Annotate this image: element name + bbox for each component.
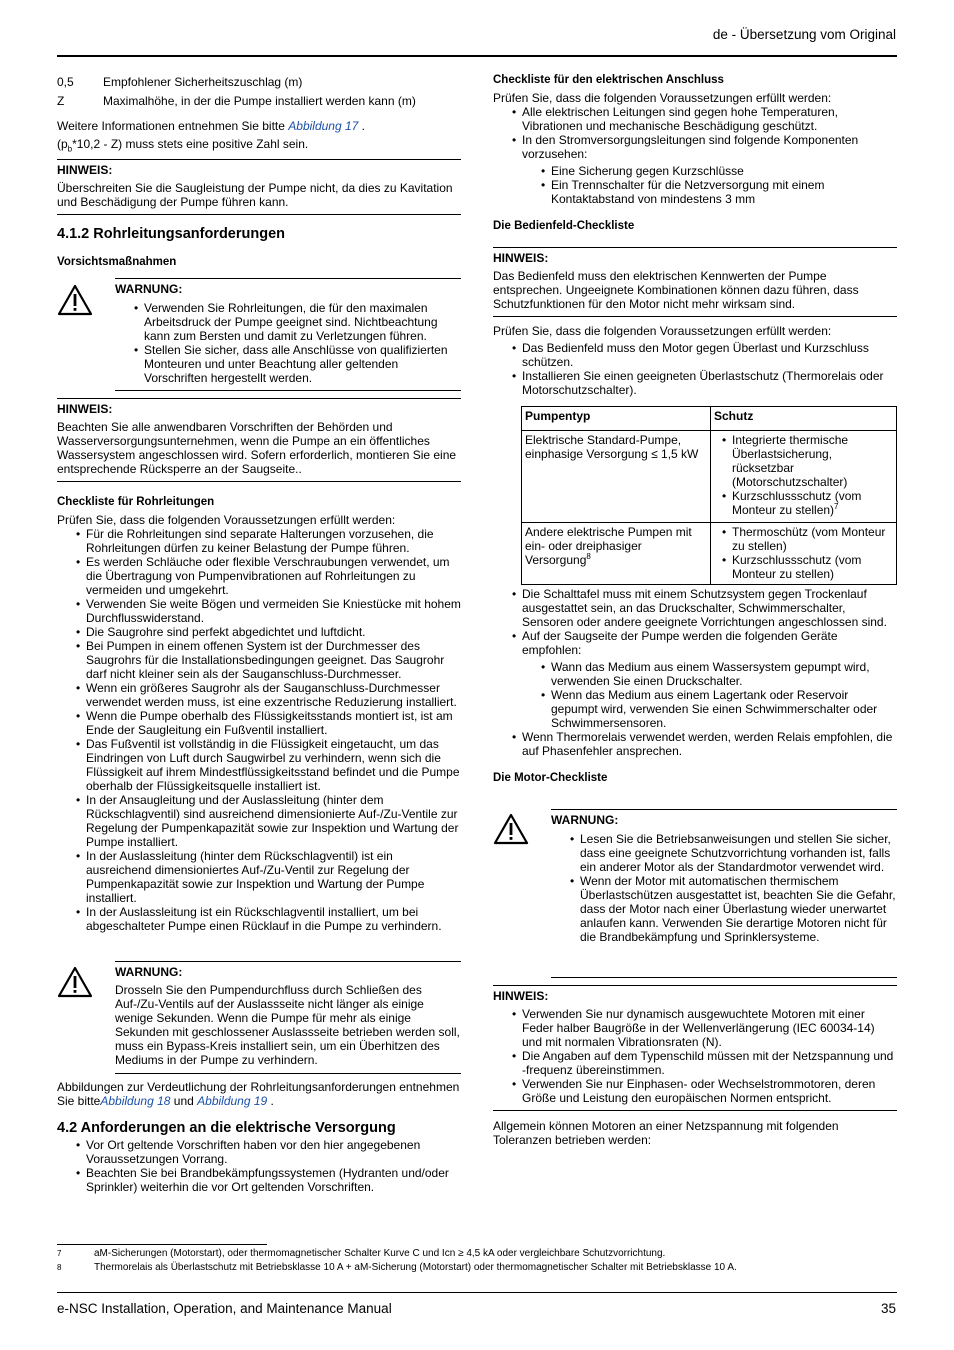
note-box-3	[493, 251, 897, 311]
definition-text: Maximalhöhe, in der die Pumpe installiert werden kann (m)	[103, 94, 416, 108]
precautions-heading: Vorsichtsmaßnahmen	[57, 256, 177, 268]
list-item: • Lesen Sie die Betriebsanweisungen und stellen Sie sicher, dass eine geeignete Schutzvorrichtung vorhanden ist, falls ein anderer Motor als der Standardmotor verwendet wird.	[551, 832, 897, 874]
footnote-text: Thermorelais als Überlastschutz mit Betriebsklasse 10 A + aM-Sicherung (Motorstart) oder thermomagnetischer Schalter mit Betriebsklasse 10 A.	[94, 1262, 737, 1273]
warning-triangle-icon	[57, 966, 93, 998]
warning-triangle-icon	[57, 284, 93, 316]
list-item: • In den Stromversorgungsleitungen sind folgende Komponenten vorzusehen:	[493, 133, 897, 161]
note-text: Das Bedienfeld muss den elektrischen Kennwerten der Pumpe entsprechen. Ungeeignete Kombinationen können dazu führen, dass Schutzfunktionen für den Motor nicht mehr wirksam sind.	[493, 269, 859, 311]
note-box-2	[57, 402, 461, 476]
warning-list	[115, 301, 461, 385]
left-column	[57, 75, 461, 269]
electrical-checklist	[493, 73, 897, 233]
panel-checklist-heading: Die Bedienfeld-Checkliste	[493, 220, 635, 232]
table-cell: Andere elektrische Pumpen mit ein- oder dreiphasiger Versorgung$^8$	[522, 523, 711, 585]
list-item: • Installieren Sie einen geeigneten Überlastschutz (Thermorelais oder Motorschutzschalter).	[493, 369, 897, 397]
table-header-cell: Pumpentyp	[522, 407, 711, 431]
definition-row	[57, 75, 461, 89]
warning-box-3	[551, 813, 897, 944]
pipe-checklist	[57, 495, 461, 933]
list-item: • Die Saugrohre sind perfekt abgedichtet und luftdicht.	[57, 625, 461, 639]
definition-text: Empfohlener Sicherheitszuschlag (m)	[103, 75, 303, 89]
protection-table	[521, 406, 897, 585]
panel-checklist	[493, 324, 897, 397]
motor-checklist-heading: Die Motor-Checkliste	[493, 772, 608, 784]
note-text: Überschreiten Sie die Saugleistung der Pumpe nicht, da dies zu Kavitation und Beschädigung der Pumpe führen kann.	[57, 181, 453, 209]
footer-manual-title: e-NSC Installation, Operation, and Maintenance Manual	[57, 1301, 392, 1316]
checklist-heading: Checkliste für den elektrischen Anschluss	[493, 74, 724, 86]
list-item: • Thermoschütz (vom Monteur zu stellen)	[714, 525, 893, 553]
list-item: • Integrierte thermische Überlastsicherung, rücksetzbar (Motorschutzschalter)	[714, 433, 893, 489]
table-header-row	[522, 407, 897, 431]
footnote-number: 7	[57, 1249, 62, 1258]
list-item: • Stellen Sie sicher, dass alle Anschlüsse von qualifizierten Monteuren und unter Beachtung aller geltenden Vorschriften hergestellt werden.	[115, 343, 461, 385]
list-item: • Auf der Saugseite der Pumpe werden die folgenden Geräte empfohlen:	[493, 629, 897, 657]
table-cell	[711, 523, 897, 585]
footnote-ref[interactable]: 7	[834, 502, 839, 511]
panel-checklist-continued	[493, 587, 897, 785]
figure-link[interactable]: Abbildung 19	[197, 1094, 268, 1108]
sub-list	[493, 164, 897, 206]
list-item: • Verwenden Sie Rohrleitungen, die für den maximalen Arbeitsdruck der Pumpe geeignet sind. Nichtbeachtung kann zum Bersten und damit zu Verletzungen führen.	[115, 301, 461, 343]
checklist-list	[57, 527, 461, 933]
list-item: • Wenn die Pumpe oberhalb des Flüssigkeitsstands montiert ist, ist am Ende der Saugleitung ein Fußventil installiert.	[57, 709, 461, 737]
list-item: • Eine Sicherung gegen Kurzschlüsse	[493, 164, 897, 178]
warning-title: WARNUNG:	[551, 813, 619, 827]
list-item: • Wenn der Motor mit automatischen thermischem Überlastschützen ausgestattet ist, beachten Sie die Gefahr, dass der Motor nach einer Überlastung wieder unerwartet anlaufen kann. Verwenden Sie derartige Motoren nicht für die Brandbekämpfung und Sprinklersysteme.	[551, 874, 897, 944]
footnote-rule	[57, 1244, 267, 1245]
list-item: • Wann das Medium aus einem Wassersystem gepumpt wird, verwenden Sie einen Druckschalter.	[493, 660, 897, 688]
note-text: Beachten Sie alle anwendbaren Vorschriften der Behörden und Wasserversorgungsunternehmen, wenn die Pumpe an ein öffentliches Wassersystem angeschlossen wird. Sofern erforderlich, montieren Sie eine entsprechende Rücksperre an der Saugseite..	[57, 420, 457, 476]
definition-key: Z	[57, 94, 65, 108]
list-item: • Verwenden Sie nur dynamisch ausgewuchtete Motoren mit einer Feder halber Baugröße in der Wellenverlängerung (IEC 60034-14) und mit normalen Vibrationsraten (N).	[493, 1007, 897, 1049]
running-header: de - Übersetzung vom Original	[712, 27, 896, 42]
section-list	[57, 1138, 461, 1194]
table-header-cell: Schutz	[711, 407, 897, 431]
note-box-4	[493, 989, 897, 1105]
note-title: HINWEIS:	[493, 989, 549, 1003]
section-heading-4-2: 4.2 Anforderungen an die elektrische Versorgung	[57, 1120, 396, 1136]
sub-list	[493, 660, 897, 730]
list-item: • Vor Ort geltende Vorschriften haben vor den hier angegebenen Voraussetzungen Vorrang.	[57, 1138, 461, 1166]
list-item: • Kurzschlussschutz (vom Monteur zu stellen)	[714, 553, 893, 581]
checklist-list	[493, 341, 897, 397]
closing-paragraph: Allgemein können Motoren an einer Netzspannung mit folgenden Toleranzen betrieben werden:	[493, 1119, 839, 1147]
note-list	[493, 1007, 897, 1105]
list-item: • Beachten Sie bei Brandbekämpfungssystemen (Hydranten und/oder Sprinkler) weiterhin die vor Ort geltenden Vorschriften.	[57, 1166, 461, 1194]
checklist-intro: Prüfen Sie, dass die folgenden Voraussetzungen erfüllt werden:	[57, 513, 396, 527]
warning-list	[551, 832, 897, 944]
footnotes	[57, 1247, 897, 1274]
warning-title: WARNUNG:	[115, 282, 183, 296]
warning-box-2	[115, 965, 461, 1067]
list-item: • Wenn Thermorelais verwendet werden, werden Relais empfohlen, die auf Phasenfehler ansprechen.	[493, 730, 897, 758]
page-number: 35	[880, 1301, 896, 1316]
list-item: • Das Fußventil ist vollständig in die Flüssigkeit eingetaucht, um das Eindringen von Luft durch Saugwirbel zu verhindern, wenn sich die Flüssigkeit auf ihrem Mindestflüssigkeitsstand befindet und die Pumpe oberhalb der Flüssigkeitsquelle installiert ist.	[57, 737, 461, 793]
definition-row	[57, 94, 461, 108]
list-item: • Ein Trennschalter für die Netzversorgung mit einem Kontaktabstand von mindestens 3 mm	[493, 178, 897, 206]
figure-link[interactable]: Abbildung 17	[288, 119, 359, 133]
checklist-list	[493, 587, 897, 657]
list-item: • Für die Rohrleitungen sind separate Halterungen vorzusehen, die Rohrleitungen dürfen zu keiner Belastung der Pumpe führen.	[57, 527, 461, 555]
list-item: • In der Ansaugleitung und der Auslassleitung (hinter dem Rückschlagventil) sind ausreichend dimensionierte Auf-/Zu-Ventile zur Regelung der Pumpenkapazität sowie zur Inspektion und Wartung der Pumpe installiert.	[57, 793, 461, 849]
checklist-list	[493, 105, 897, 161]
list-item: • Wenn das Medium aus einem Lagertank oder Reservoir gepumpt wird, verwenden Sie einen Schwimmerschalter oder Schwimmersensoren.	[493, 688, 897, 730]
footer-rule	[57, 1292, 897, 1293]
footnote-number: 8	[57, 1263, 62, 1272]
table-row	[522, 431, 897, 523]
list-item: • Verwenden Sie nur Einphasen- oder Wechselstrommotoren, deren Größe und Leistung den europäischen Normen entspricht.	[493, 1077, 897, 1105]
list-item: • In der Auslassleitung ist ein Rückschlagventil installiert, um bei abgeschalteter Pumpe einen Rücklauf in die Pumpe zu verhindern.	[57, 905, 461, 933]
table-cell	[711, 431, 897, 523]
section-heading-4-1-2: 4.1.2 Rohrleitungsanforderungen	[57, 226, 285, 242]
list-item: • Die Angaben auf dem Typenschild müssen mit der Netzspannung und -frequenz übereinstimmen.	[493, 1049, 897, 1077]
list-item: • Es werden Schläuche oder flexible Verschraubungen verwendet, um die Übertragung von Pumpenvibrationen auf Rohrleitungen zu vermeiden und umgekehrt.	[57, 555, 461, 597]
list-item: • Wenn ein größeres Saugrohr als der Sauganschluss-Durchmesser verwendet werden muss, ist eine exzentrische Reduzierung installiert.	[57, 681, 461, 709]
list-item: • Kurzschlussschutz (vom Monteur zu stellen)$^7$	[714, 489, 893, 517]
note-title: HINWEIS:	[57, 402, 113, 416]
figure-reference: Abbildungen zur Verdeutlichung der Rohrleitungsanforderungen entnehmen Sie bitteAbbildung 18 und Abbildung 19 . 4.2 Anforderungen an die elektrische Versorgung • Vor Ort geltende Vorschriften haben vor den hier angegebenen Voraussetzungen Vorrang. • Beachten Sie bei Brandbekämpfungssystemen (Hydranten und/oder Sprinkler) weiterhin die vor Ort geltenden Vorschriften.	[57, 1080, 461, 1194]
warning-triangle-icon	[493, 813, 529, 845]
checklist-intro: Prüfen Sie, dass die folgenden Voraussetzungen erfüllt werden:	[493, 91, 832, 105]
footnote	[57, 1261, 897, 1274]
warning-text: Drosseln Sie den Pumpendurchfluss durch Schließen des Auf-/Zu-Ventils auf der Auslassseite nicht länger als einige wenige Sekunden. Wenn die Pumpe für mehr als einige Sekunden mit geschlossener Auslassseite betrieben werden soll, muss ein Bypass-Kreis installiert sein, um ein Überhitzen des Mediums in der Pumpe zu verhindern.	[115, 983, 460, 1067]
checklist-heading: Checkliste für Rohrleitungen	[57, 496, 215, 508]
footnote-text: aM-Sicherungen (Motorstart), oder thermomagnetischer Schalter Kurve C und Icn ≥ 4,5 kA oder vergleichbare Schutzvorrichtung.	[94, 1248, 666, 1259]
table-cell: Elektrische Standard-Pumpe, einphasige Versorgung ≤ 1,5 kW	[522, 431, 711, 523]
warning-title: WARNUNG:	[115, 965, 183, 979]
list-item: • Die Schalttafel muss mit einem Schutzsystem gegen Trockenlauf ausgestattet sein, an das Druckschalter, Schwimmerschalter, Sensoren oder andere geeignete Vorrichtungen angeschlossen sind.	[493, 587, 897, 629]
checklist-intro: Prüfen Sie, dass die folgenden Voraussetzungen erfüllt werden:	[493, 324, 832, 338]
footnote	[57, 1247, 897, 1260]
note-title: HINWEIS:	[57, 163, 113, 177]
more-info-paragraph: Weitere Informationen entnehmen Sie bitte Abbildung 17 .	[57, 119, 366, 133]
list-item: • Verwenden Sie weite Bögen und vermeiden Sie Kniestücke mit hohem Durchflusswiderstand.	[57, 597, 461, 625]
checklist-list	[493, 730, 897, 758]
list-item: • In der Auslassleitung (hinter dem Rückschlagventil) ist ein ausreichend dimensioniertes Auf-/Zu-Ventil zur Regelung der Pumpenkapazität sowie zur Inspektion und Wartung der Pumpe installiert.	[57, 849, 461, 905]
note-title: HINWEIS:	[493, 251, 549, 265]
table-row	[522, 523, 897, 585]
header-rule	[57, 55, 897, 57]
list-item: • Bei Pumpen in einem offenen System ist der Durchmesser des Saugrohrs für die Installationsbedingungen geeignet. Das Saugrohr darf nicht kleiner sein als der Sauganschluss-Durchmesser.	[57, 639, 461, 681]
footnote-ref[interactable]: 8	[586, 552, 591, 561]
list-item: • Das Bedienfeld muss den Motor gegen Überlast und Kurzschluss schützen.	[493, 341, 897, 369]
definition-key: 0,5	[57, 75, 74, 89]
pb-formula: $(p_b*10,2 - Z)$ muss stets eine positive Zahl sein.	[57, 137, 309, 154]
figure-link[interactable]: Abbildung 18	[100, 1094, 171, 1108]
list-item: • Alle elektrischen Leitungen sind gegen hohe Temperaturen, Vibrationen und mechanische Beschädigung geschützt.	[493, 105, 897, 133]
warning-box-1	[115, 282, 461, 385]
